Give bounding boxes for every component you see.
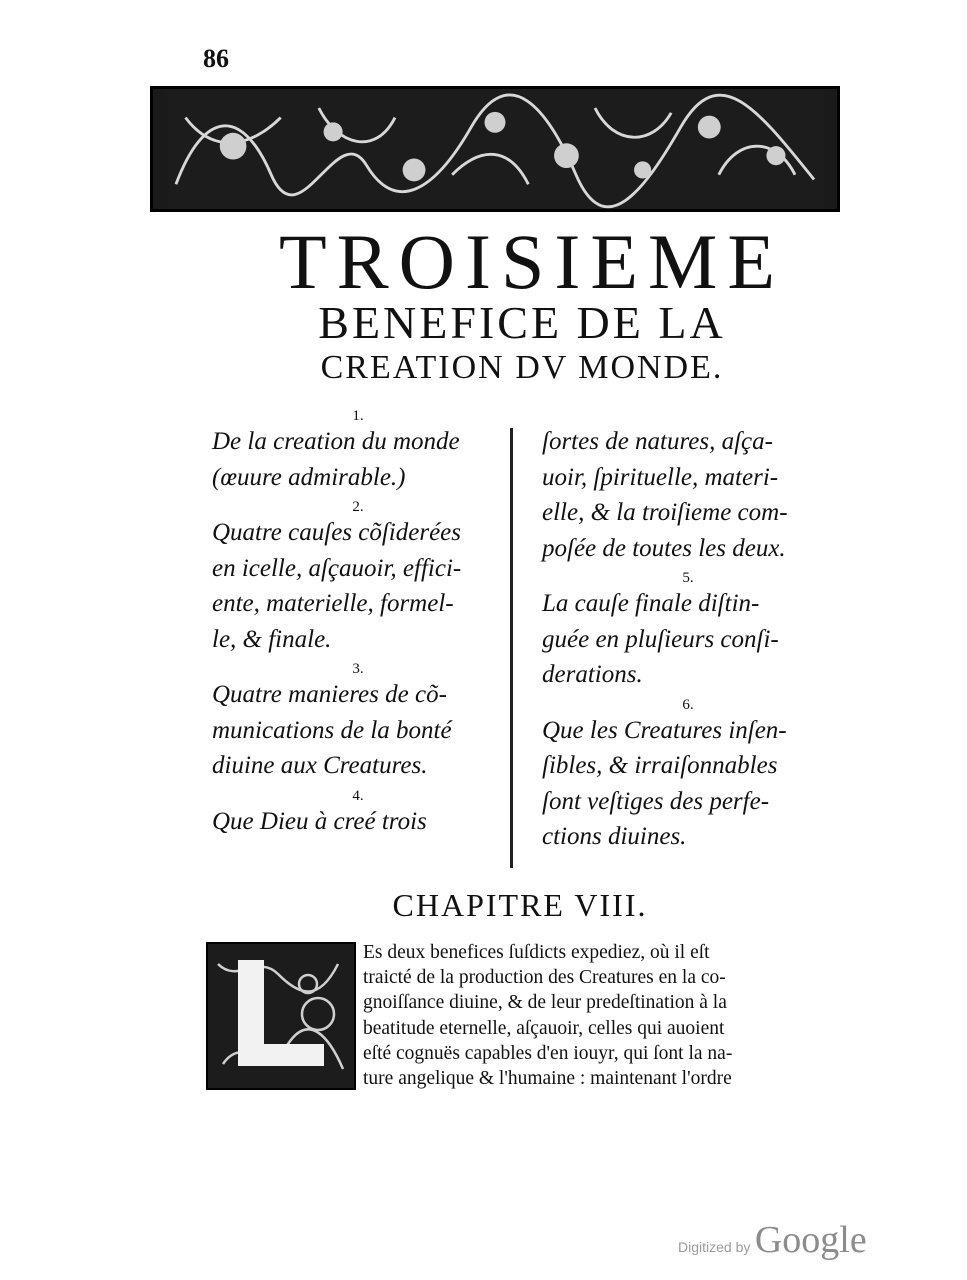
summary-line: Quatre manieres de cõ-	[212, 681, 447, 708]
summary-line: De la creation du monde	[212, 428, 460, 455]
body-line: eſté cognuës capables d'en iouyr, qui ſont la na-	[363, 1042, 733, 1064]
summary-number: 3.	[352, 661, 364, 677]
body-line: gnoiſſance diuine, & de leur predeſtination à la	[363, 992, 727, 1014]
summary-line: munications de la bonté	[212, 716, 452, 744]
summary-left-column	[212, 404, 504, 839]
summary-line: ſibles, & irraiſonnables	[542, 752, 778, 779]
summary-line: ctions diuines.	[542, 823, 687, 850]
summary-number: 5.	[682, 570, 694, 586]
initial-ornament	[208, 944, 354, 1088]
summary-line: ſortes de natures, aſça-	[542, 428, 773, 455]
summary-line: elle, & la troiſieme com-	[542, 499, 788, 526]
summary-number: 2.	[352, 499, 364, 515]
summary-line: guée en pluſieurs conſi-	[542, 625, 779, 653]
digitized-watermark	[678, 1218, 867, 1262]
summary-line: Que les Creatures inſen-	[542, 716, 787, 744]
summary-number: 4.	[352, 787, 364, 804]
column-divider	[510, 428, 513, 868]
summary-line: derations.	[542, 661, 643, 688]
summary-right-column	[542, 424, 834, 855]
summary-line: Quatre cauſes cõſiderées	[212, 519, 461, 546]
decorated-initial	[206, 942, 356, 1090]
summary-number: 1.	[352, 408, 364, 424]
summary-line: (œuure admirable.)	[212, 463, 406, 491]
page-number: 86	[203, 44, 229, 73]
summary-line: La cauſe finale diſtin-	[542, 590, 760, 617]
title-line-3: CREATION DV MONDE.	[320, 349, 724, 386]
body-line: traicté de la production des Creatures en la co-	[363, 967, 726, 989]
body-line: ture angelique & l'humaine : maintenant l'ordre	[363, 1068, 732, 1090]
body-line: Es deux benefices ſuſdicts expediez, où il eſt	[363, 942, 710, 963]
summary-line: poſée de toutes les deux.	[542, 534, 786, 562]
summary-number: 6.	[682, 696, 694, 713]
chapter-heading: CHAPITRE VIII.	[392, 887, 648, 923]
summary-line: ente, materielle, formel-	[212, 590, 454, 617]
summary-line: Que Dieu à creé trois	[212, 807, 427, 835]
summary-line: uoir, ſpirituelle, materi-	[542, 463, 779, 491]
summary-line: ſont veſtiges des perfe-	[542, 787, 770, 815]
summary-line: le, & finale.	[212, 625, 332, 653]
title-line-2: BENEFICE DE LA	[318, 297, 726, 348]
summary-line: en icelle, aſçauoir, effici-	[212, 554, 462, 582]
title-line-1: TROISIEME	[279, 218, 785, 305]
decorative-header-band	[150, 86, 840, 212]
watermark-prefix: Digitized by	[678, 1239, 751, 1255]
body-paragraph	[363, 940, 843, 1091]
watermark-brand: Google	[754, 1219, 867, 1261]
body-line: beatitude eternelle, aſçauoir, celles qui auoient	[363, 1017, 725, 1039]
summary-line: diuine aux Creatures.	[212, 752, 428, 779]
